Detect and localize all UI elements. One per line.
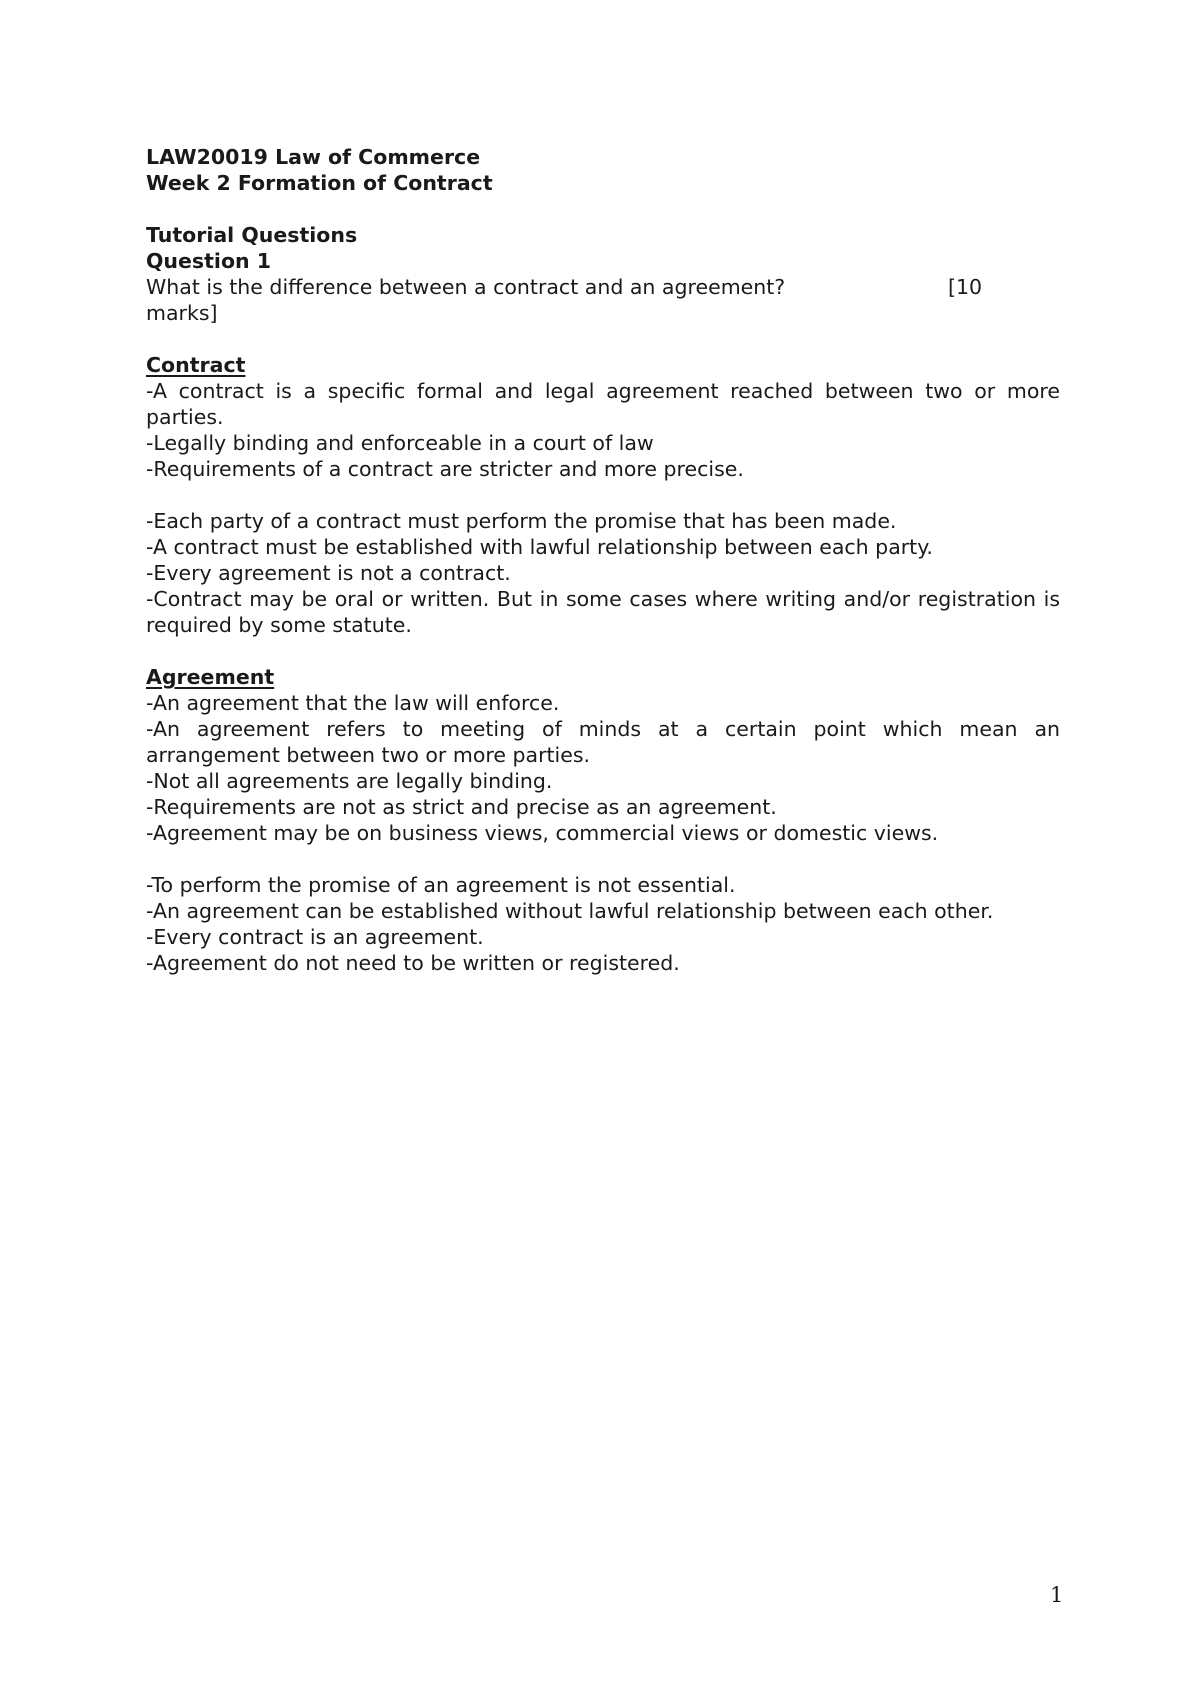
agreement-point: -To perform the promise of an agreement is not essential. [146, 873, 736, 897]
course-title: LAW20019 Law of Commerce [146, 145, 481, 169]
contract-heading: Contract [146, 353, 246, 377]
question-line [146, 274, 1060, 300]
document-body [146, 144, 1060, 976]
contract-point: -Requirements of a contract are stricter and more precise. [146, 457, 744, 481]
week-title: Week 2 Formation of Contract [146, 171, 493, 195]
agreement-point: -Agreement may be on business views, commercial views or domestic views. [146, 821, 939, 845]
page-number: 1 [1050, 1583, 1064, 1607]
contract-point: -Legally binding and enforceable in a court of law [146, 431, 654, 455]
agreement-heading: Agreement [146, 665, 275, 689]
tutorial-title: Tutorial Questions [146, 223, 358, 247]
agreement-point: -Agreement do not need to be written or registered. [146, 951, 680, 975]
marks-open: [10 [948, 275, 983, 299]
agreement-point: -An agreement refers to meeting of minds at a certain point which mean an arrangement between two or more parties. [146, 717, 1060, 767]
contract-point: -A contract is a specific formal and legal agreement reached between two or more parties. [146, 379, 1060, 429]
agreement-point: -Every contract is an agreement. [146, 925, 484, 949]
question-text: What is the difference between a contract and an agreement? [146, 275, 786, 299]
question-label: Question 1 [146, 249, 272, 273]
marks-close: marks] [146, 301, 218, 325]
contract-point: -Each party of a contract must perform the promise that has been made. [146, 509, 897, 533]
agreement-point: -An agreement can be established without lawful relationship between each other. [146, 899, 994, 923]
agreement-point: -An agreement that the law will enforce. [146, 691, 560, 715]
contract-point: -Every agreement is not a contract. [146, 561, 511, 585]
contract-point: -Contract may be oral or written. But in some cases where writing and/or registration is required by some statute. [146, 587, 1060, 637]
agreement-point: -Not all agreements are legally binding. [146, 769, 553, 793]
contract-point: -A contract must be established with lawful relationship between each party. [146, 535, 933, 559]
agreement-point: -Requirements are not as strict and precise as an agreement. [146, 795, 777, 819]
